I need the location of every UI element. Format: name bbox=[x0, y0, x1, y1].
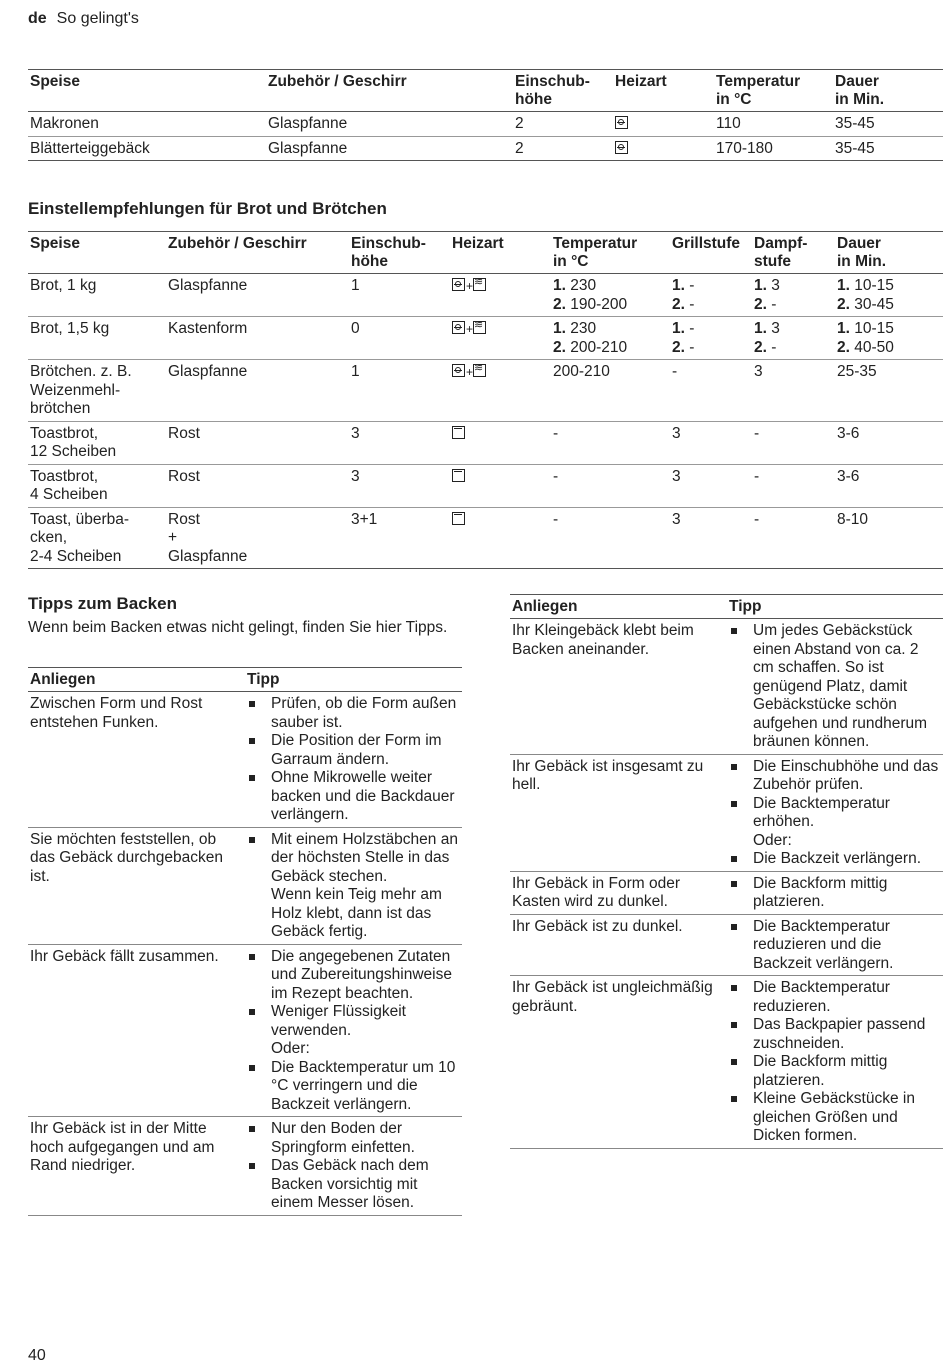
step-label: 2. bbox=[754, 295, 767, 313]
top-heat-icon bbox=[452, 512, 465, 525]
table-row bbox=[28, 317, 943, 360]
list-item: Die Backtemperatur reduzieren. bbox=[729, 979, 941, 1016]
step-label: 2. bbox=[672, 295, 685, 313]
cell-tipp bbox=[727, 619, 943, 755]
step-label: 1. bbox=[553, 277, 566, 294]
col-header-temperatur: Temperatur in °C bbox=[716, 73, 801, 108]
cell-grillstufe bbox=[670, 274, 752, 317]
table-row bbox=[28, 944, 462, 1117]
cell-anliegen: Ihr Gebäck fällt zusammen. bbox=[30, 947, 219, 965]
step-label: 2. bbox=[553, 295, 566, 313]
cell-heizart bbox=[450, 464, 551, 507]
cell-temperatur: 110 bbox=[716, 115, 741, 132]
table-row bbox=[510, 914, 943, 976]
cell-temperatur bbox=[551, 274, 670, 317]
cell-zubehoer: Glaspfanne bbox=[268, 139, 348, 157]
col-header-grillstufe: Grillstufe bbox=[672, 235, 741, 252]
cell-temperatur: 200-210 bbox=[553, 363, 610, 380]
col-header-heizart: Heizart bbox=[615, 73, 667, 90]
table-header-row bbox=[510, 595, 943, 619]
page-header bbox=[28, 10, 139, 28]
table-row bbox=[510, 754, 943, 871]
list-item: Die Backzeit verlängern. bbox=[729, 850, 941, 869]
col-header-tipp: Tipp bbox=[247, 671, 280, 688]
step-label: 2. bbox=[672, 338, 685, 356]
table-row bbox=[28, 1117, 462, 1216]
table-row bbox=[28, 507, 943, 569]
col-header-zubehoer: Zubehör / Geschirr bbox=[168, 235, 307, 252]
fan-icon bbox=[452, 278, 465, 291]
col-header-temperatur: Temperatur in °C bbox=[553, 235, 638, 270]
list-item-continuation: Oder: bbox=[271, 1040, 310, 1057]
section-title-tips: Tipps zum Backen bbox=[28, 594, 177, 613]
cell-temperatur: - bbox=[553, 424, 559, 442]
value: 10-15 bbox=[854, 320, 894, 337]
cell-tipp bbox=[727, 871, 943, 914]
cell-anliegen: Ihr Gebäck ist ungleichmäßig gebräunt. bbox=[512, 979, 713, 1015]
cell-dauer: 3-6 bbox=[837, 467, 860, 485]
col-header-einschub: Einschub- höhe bbox=[351, 235, 426, 270]
cell-temperatur: 170-180 bbox=[716, 139, 773, 157]
col-header-speise: Speise bbox=[30, 235, 80, 252]
cell-anliegen: Ihr Kleingebäck klebt beim Backen aneinander. bbox=[512, 622, 694, 658]
cell-tipp bbox=[245, 692, 462, 828]
col-header-dauer: Dauer in Min. bbox=[837, 235, 887, 270]
step-label: 1. bbox=[672, 277, 685, 294]
cell-tipp bbox=[727, 754, 943, 871]
cell-speise: Brot, 1 kg bbox=[30, 277, 97, 294]
list-item: Ohne Mikrowelle weiter backen und die Backdauer verlängern. bbox=[247, 769, 460, 825]
table-row bbox=[28, 136, 943, 161]
list-item: Die Backform mittig platzieren. bbox=[729, 1053, 941, 1090]
col-header-dauer: Dauer in Min. bbox=[835, 73, 885, 108]
value: 40-50 bbox=[854, 338, 894, 356]
fan-icon bbox=[452, 364, 465, 377]
cell-speise: Blätterteiggebäck bbox=[30, 139, 150, 157]
cell-dampfstufe: - bbox=[754, 424, 760, 442]
table-row bbox=[28, 274, 943, 317]
table-row bbox=[28, 112, 943, 137]
value: - bbox=[689, 295, 695, 313]
steam-icon bbox=[473, 364, 486, 377]
cell-anliegen: Zwischen Form und Rost entstehen Funken. bbox=[30, 695, 203, 731]
tips-table-right bbox=[510, 594, 943, 1149]
value: - bbox=[689, 320, 695, 337]
cell-anliegen: Ihr Gebäck ist zu dunkel. bbox=[512, 917, 683, 935]
table-header-row bbox=[28, 70, 943, 112]
table-row bbox=[28, 827, 462, 944]
top-heat-icon bbox=[452, 426, 465, 439]
steam-icon bbox=[473, 278, 486, 291]
cell-einschub: 3 bbox=[351, 467, 360, 485]
cell-dampfstufe bbox=[752, 317, 835, 360]
value: - bbox=[689, 338, 695, 356]
col-header-tipp: Tipp bbox=[729, 598, 762, 615]
step-label: 1. bbox=[754, 320, 767, 337]
cell-heizart bbox=[450, 421, 551, 464]
step-label: 2. bbox=[754, 338, 767, 356]
value: 230 bbox=[570, 277, 597, 294]
cell-tipp bbox=[727, 976, 943, 1149]
fan-icon bbox=[615, 116, 628, 129]
cell-einschub: 2 bbox=[515, 139, 524, 157]
cell-zubehoer: Rost bbox=[168, 424, 200, 442]
cell-anliegen: Ihr Gebäck in Form oder Kasten wird zu dunkel. bbox=[512, 874, 680, 910]
chapter-title: So gelingt's bbox=[56, 10, 139, 27]
cell-zubehoer: Glaspfanne bbox=[268, 115, 348, 132]
cell-dauer: 3-6 bbox=[837, 424, 860, 442]
col-header-speise: Speise bbox=[30, 73, 80, 90]
list-item-continuation: Oder: bbox=[753, 831, 792, 849]
cell-grillstufe: - bbox=[672, 363, 678, 380]
cell-temperatur: - bbox=[553, 467, 559, 485]
list-item: Die Backtemperatur um 10 °C verringern und die Backzeit verlängern. bbox=[247, 1059, 460, 1115]
value: 3 bbox=[771, 320, 780, 337]
cell-anliegen: Ihr Gebäck ist in der Mitte hoch aufgegangen und am Rand niedriger. bbox=[30, 1120, 215, 1174]
step-label: 2. bbox=[837, 295, 850, 313]
cell-speise: Makronen bbox=[30, 115, 99, 132]
list-item-continuation: Wenn kein Teig mehr am Holz klebt, dann ist das Gebäck fertig. bbox=[271, 886, 442, 940]
plus-icon: + bbox=[466, 279, 474, 293]
section-title-bread: Einstellempfehlungen für Brot und Brötchen bbox=[28, 199, 387, 218]
tips-intro: Wenn beim Backen etwas nicht gelingt, finden Sie hier Tipps. bbox=[28, 619, 448, 636]
value: 190-200 bbox=[570, 295, 628, 313]
cell-dampfstufe: - bbox=[754, 510, 760, 528]
cell-anliegen: Sie möchten feststellen, ob das Gebäck durchgebacken ist. bbox=[30, 830, 224, 885]
list-item: Das Backpapier passend zuschneiden. bbox=[729, 1016, 941, 1053]
list-item: Weniger Flüssigkeit verwenden. bbox=[247, 1003, 460, 1040]
cell-speise: Toastbrot, 12 Scheiben bbox=[30, 424, 117, 460]
cell-dauer: 35-45 bbox=[835, 115, 875, 132]
cell-speise: Toastbrot, 4 Scheiben bbox=[30, 467, 108, 503]
step-label: 1. bbox=[837, 277, 850, 294]
list-item: Die Backtemperatur reduzieren und die Backzeit verlängern. bbox=[729, 918, 941, 974]
value: 10-15 bbox=[854, 277, 894, 294]
table-row bbox=[28, 464, 943, 507]
table-row bbox=[510, 976, 943, 1149]
cell-temperatur bbox=[551, 317, 670, 360]
list-item: Das Gebäck nach dem Backen vorsichtig mit einem Messer lösen. bbox=[247, 1157, 460, 1213]
page-number: 40 bbox=[28, 1347, 46, 1364]
list-item: Prüfen, ob die Form außen sauber ist. bbox=[247, 695, 460, 732]
value: 30-45 bbox=[854, 295, 894, 313]
step-label: 2. bbox=[553, 338, 566, 356]
table-pastry bbox=[28, 69, 943, 161]
tips-table-left bbox=[28, 667, 462, 1216]
language-code: de bbox=[28, 10, 47, 27]
steam-icon bbox=[473, 321, 486, 334]
list-item: Die Position der Form im Garraum ändern. bbox=[247, 732, 460, 769]
table-row bbox=[510, 871, 943, 914]
value: - bbox=[771, 295, 777, 313]
step-label: 2. bbox=[837, 338, 850, 356]
cell-speise: Toast, überba- cken, 2-4 Scheiben bbox=[30, 510, 130, 565]
cell-grillstufe bbox=[670, 317, 752, 360]
cell-heizart bbox=[613, 136, 714, 161]
cell-anliegen: Ihr Gebäck ist insgesamt zu hell. bbox=[512, 757, 704, 793]
list-item: Nur den Boden der Springform einfetten. bbox=[247, 1120, 460, 1157]
step-label: 1. bbox=[837, 320, 850, 337]
cell-einschub: 1 bbox=[351, 277, 360, 294]
fan-icon bbox=[615, 141, 628, 154]
top-heat-icon bbox=[452, 469, 465, 482]
cell-dauer: 35-45 bbox=[835, 139, 875, 157]
col-header-heizart: Heizart bbox=[452, 235, 504, 252]
list-item: Um jedes Gebäckstück einen Abstand von ca. 2 cm schaffen. So ist genügend Platz, damit Gebäckstücke schön aufgehen und rundherum bräunen können. bbox=[729, 622, 941, 752]
value: 230 bbox=[570, 320, 597, 337]
cell-heizart bbox=[450, 360, 551, 422]
cell-zubehoer: Glaspfanne bbox=[168, 363, 248, 380]
cell-speise: Brot, 1,5 kg bbox=[30, 320, 110, 337]
cell-dampfstufe: - bbox=[754, 467, 760, 485]
col-header-zubehoer: Zubehör / Geschirr bbox=[268, 73, 407, 90]
cell-grillstufe: 3 bbox=[672, 510, 681, 528]
cell-dampfstufe: 3 bbox=[754, 363, 763, 380]
cell-dauer: 25-35 bbox=[837, 363, 877, 380]
table-bread bbox=[28, 231, 943, 569]
cell-zubehoer: Kastenform bbox=[168, 320, 248, 337]
plus-icon: + bbox=[466, 365, 474, 379]
cell-heizart bbox=[450, 274, 551, 317]
plus-icon: + bbox=[466, 322, 474, 336]
cell-tipp bbox=[245, 1117, 462, 1216]
cell-einschub: 3 bbox=[351, 424, 360, 442]
list-item: Die Backtemperatur erhöhen. bbox=[729, 795, 941, 832]
step-label: 1. bbox=[672, 320, 685, 337]
cell-tipp bbox=[727, 914, 943, 976]
cell-dampfstufe bbox=[752, 274, 835, 317]
col-header-anliegen: Anliegen bbox=[512, 598, 578, 615]
cell-grillstufe: 3 bbox=[672, 467, 681, 485]
cell-heizart bbox=[613, 112, 714, 137]
cell-dauer bbox=[835, 274, 943, 317]
cell-tipp bbox=[245, 944, 462, 1117]
cell-einschub: 2 bbox=[515, 115, 524, 132]
col-header-anliegen: Anliegen bbox=[30, 671, 96, 688]
cell-zubehoer: Rost bbox=[168, 467, 200, 485]
value: 3 bbox=[771, 277, 780, 294]
cell-einschub: 1 bbox=[351, 363, 360, 380]
cell-heizart bbox=[450, 317, 551, 360]
table-row bbox=[510, 619, 943, 755]
cell-dauer bbox=[835, 317, 943, 360]
list-item: Die Einschubhöhe und das Zubehör prüfen. bbox=[729, 758, 941, 795]
table-row bbox=[28, 360, 943, 422]
fan-icon bbox=[452, 321, 465, 334]
table-row bbox=[28, 421, 943, 464]
cell-tipp bbox=[245, 827, 462, 944]
list-item: Kleine Gebäckstücke in gleichen Größen und Dicken formen. bbox=[729, 1090, 941, 1146]
cell-grillstufe: 3 bbox=[672, 424, 681, 442]
cell-zubehoer: Glaspfanne bbox=[168, 277, 248, 294]
list-item: Die angegebenen Zutaten und Zubereitungshinweise im Rezept beachten. bbox=[247, 948, 460, 1004]
col-header-einschub: Einschub- höhe bbox=[515, 73, 590, 108]
table-header-row bbox=[28, 668, 462, 692]
value: 200-210 bbox=[570, 338, 628, 356]
step-label: 1. bbox=[553, 320, 566, 337]
table-header-row bbox=[28, 232, 943, 274]
cell-dauer: 8-10 bbox=[837, 510, 869, 528]
cell-zubehoer: Rost + Glaspfanne bbox=[168, 510, 248, 565]
list-item: Mit einem Holzstäbchen an der höchsten Stelle in das Gebäck stechen. bbox=[247, 831, 460, 887]
cell-temperatur: - bbox=[553, 510, 559, 528]
cell-einschub: 3+1 bbox=[351, 510, 378, 528]
value: - bbox=[689, 277, 695, 294]
cell-einschub: 0 bbox=[351, 320, 360, 337]
cell-speise: Brötchen. z. B. Weizenmehl- brötchen bbox=[30, 363, 132, 417]
cell-heizart bbox=[450, 507, 551, 569]
table-row bbox=[28, 692, 462, 828]
step-label: 1. bbox=[754, 277, 767, 294]
list-item: Die Backform mittig platzieren. bbox=[729, 875, 941, 912]
value: - bbox=[771, 338, 777, 356]
col-header-dampfstufe: Dampf- stufe bbox=[754, 235, 808, 270]
